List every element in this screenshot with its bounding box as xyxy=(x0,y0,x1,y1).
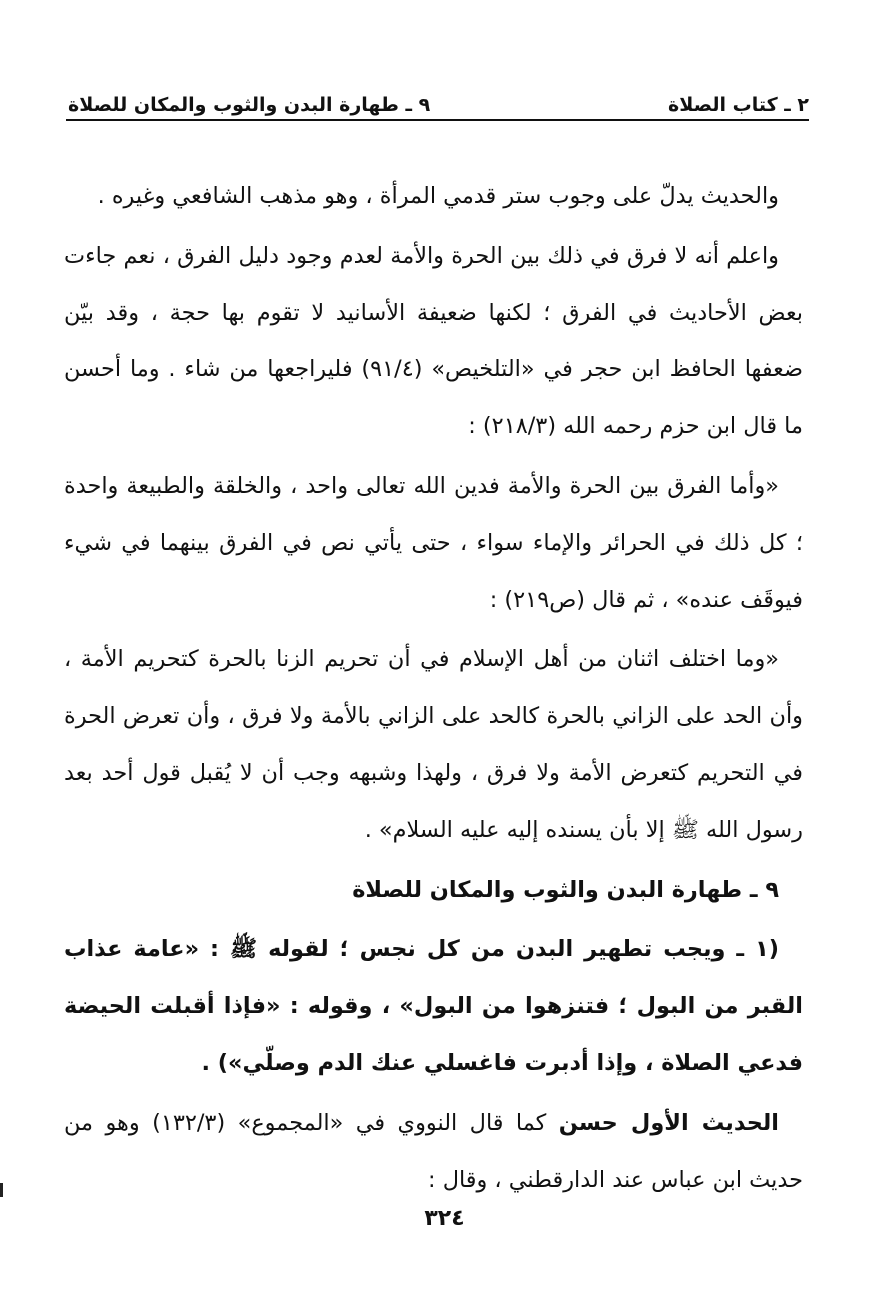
running-header xyxy=(68,82,809,116)
paragraph-2: واعلم أنه لا فرق في ذلك بين الحرة والأمة لعدم وجود دليل الفرق ، نعم جاءت بعض الأحاديث في الفرق ؛ لكنها ضعيفة الأسانيد لا تقوم بها حجة ، وقد بيّن ضعفها الحافظ ابن حجر في «التلخيص» (٩١/٤) فليراجعها من شاء . وما أحسن ما قال ابن حزم رحمه الله (٢١٨/٣) : xyxy=(64,242,803,440)
header-chapter-title: ٢ ـ كتاب الصلاة xyxy=(668,94,809,116)
paragraph-4-quote: «وما اختلف اثنان من أهل الإسلام في أن تحريم الزنا بالحرة كتحريم الأمة ، وأن الحد على الزاني بالحرة كالحد على الزاني بالأمة ولا فرق ، وأن تعرض الحرة في التحريم كتعرض الأمة ولا فرق ، ولهذا وشبهه وجب أن لا يُقبل قول أحد بعد رسول الله ﷺ إلا بأن يسنده إليه عليه السلام» . xyxy=(64,646,803,843)
page-body xyxy=(64,168,803,1208)
paragraph-3-quote: «وأما الفرق بين الحرة والأمة فدين الله تعالى واحد ، والخلقة والطبيعة واحدة ؛ كل ذلك في الحرائر والإماء سواء ، حتى يأتي نص في الفرق بينهما في شيء فيوقَف عنده» ، ثم قال (ص٢١٩) : xyxy=(64,472,803,613)
final-paragraph xyxy=(64,1095,803,1209)
edge-mark xyxy=(0,1183,3,1197)
paragraph-1: والحديث يدلّ على وجوب ستر قدمي المرأة ، وهو مذهب الشافعي وغيره . xyxy=(97,183,779,209)
page-number: ٣٢٤ xyxy=(424,1206,465,1231)
rule-statement: (١ ـ ويجب تطهير البدن من كل نجس ؛ لقوله ﷺ : «عامة عذاب القبر من البول ؛ فتنزهوا من البول» ، وقوله : «فإذا أقبلت الحيضة فدعي الصلاة ، وإذا أدبرت فاغسلي عنك الدم وصلّي») . xyxy=(64,936,803,1076)
final-paragraph-bold-lead: الحديث الأول حسن xyxy=(558,1109,779,1136)
header-section-title: ٩ ـ طهارة البدن والثوب والمكان للصلاة xyxy=(68,94,431,116)
section-heading: ٩ ـ طهارة البدن والثوب والمكان للصلاة xyxy=(352,876,779,903)
final-paragraph-rest: كما قال النووي في «المجموع» (١٣٢/٣) وهو من حديث ابن عباس عند الدارقطني ، وقال : xyxy=(64,1109,803,1193)
header-divider xyxy=(66,119,809,121)
